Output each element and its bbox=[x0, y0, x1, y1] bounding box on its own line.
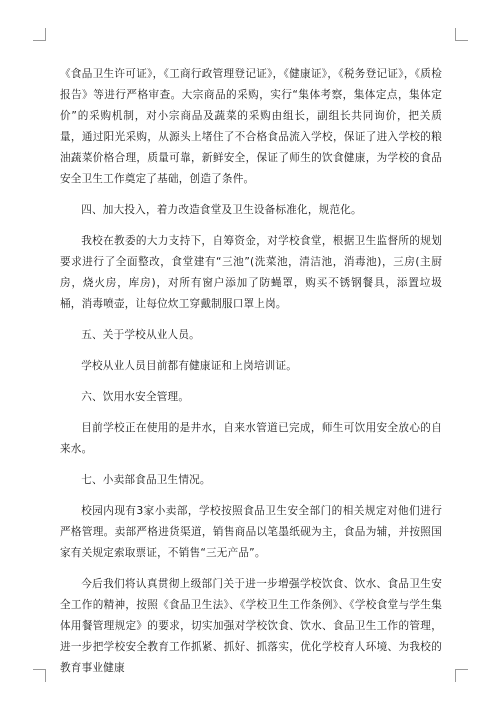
section-heading-6: 六、饮用水安全管理。 bbox=[81, 391, 190, 403]
crop-mark-top-right bbox=[455, 28, 468, 41]
paragraph-staff: 学校从业人员目前都有健康证和上岗培训证。 bbox=[81, 360, 298, 372]
crop-mark-bottom-right bbox=[455, 669, 468, 682]
paragraph-conclusion: 今后我们将认真贯彻上级部门关于进一步增强学校饮食、饮水、食品卫生安全工作的精神，按照《食品卫生法》、《学校卫生工作条例》、《学校食堂与学生集体用餐管理规定》的要求，切实加强对学校饮食、饮水、食品卫生工作的管理，进一步把学校安全教育工作抓紧、抓好、抓落实，优化学校育人环境、为我校的教育事业健康 bbox=[60, 578, 442, 674]
paragraph-canteen-renovation: 我校在教委的大力支持下，自筹资金，对学校食堂，根据卫生监督所的规划要求进行了全面整改，食堂建有“三池”(洗菜池，清洁池，消毒池)，三房(主厨房，烧火房，库房)，对所有窗户添加了防蝇罩，购买不锈钢餐具，添置垃圾桶，消毒喷壶，让每位炊工穿戴制服口罩上岗。 bbox=[60, 235, 442, 310]
section-heading-7: 七、小卖部食品卫生情况。 bbox=[81, 474, 211, 486]
paragraph-water: 目前学校正在使用的是井水，自来水管道已完成，师生可饮用安全放心的自来水。 bbox=[60, 422, 442, 455]
crop-mark-bottom-left bbox=[33, 669, 46, 682]
document-body bbox=[60, 64, 442, 679]
paragraph-shops: 校园内现有3家小卖部，学校按照食品卫生安全部门的相关规定对他们进行严格管理。卖部严格进货渠道，销售商品以笔墨纸砚为主，食品为辅，并按照国家有关规定索取票证，不销售“三无产品”。 bbox=[60, 505, 442, 559]
section-heading-4: 四、加大投入，着力改造食堂及卫生设备标准化，规范化。 bbox=[81, 204, 362, 216]
section-heading-5: 五、关于学校从业人员。 bbox=[81, 329, 200, 341]
crop-mark-top-left bbox=[33, 28, 46, 41]
paragraph-procurement: 《食品卫生许可证》，《工商行政管理登记证》，《健康证》，《税务登记证》，《质检报告》等进行严格审查。大宗商品的采购，实行“集体考察，集体定点，集体定价”的采购机制，对小宗商品及蔬菜的采购由组长，副组长共同询价，把关质量，通过阳光采购，从源头上堵住了不合格食品流入学校，保证了进入学校的粮油蔬菜价格合理，质量可靠，新鲜安全，保证了师生的饮食健康，为学校的食品安全卫生工作奠定了基础，创造了条件。 bbox=[60, 68, 442, 185]
